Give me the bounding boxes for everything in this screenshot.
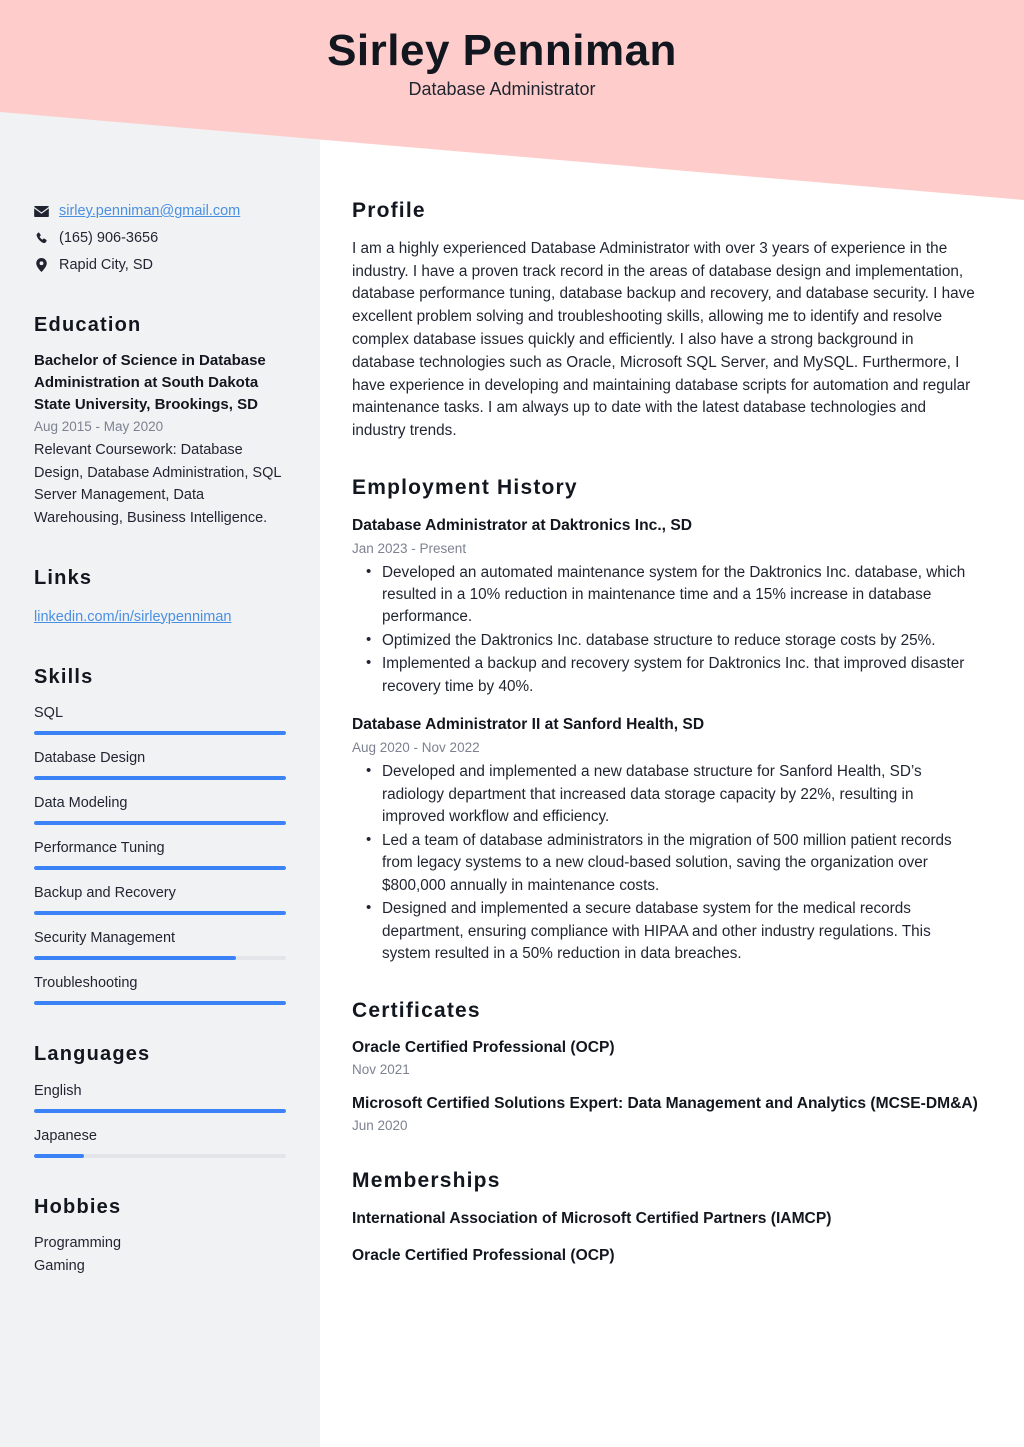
language-label: English: [34, 1082, 82, 1099]
education-date: Aug 2015 - May 2020: [34, 418, 164, 434]
profile-heading: Profile: [352, 199, 426, 222]
section-employment-history: [352, 473, 980, 966]
job-bullet-list: [352, 761, 980, 965]
skill-label: SQL: [34, 704, 64, 721]
location-pin-icon: [34, 258, 49, 272]
employment-heading: Employment History: [352, 475, 578, 499]
job-bullet: • Developed and implemented a new database structure for Sanford Health, SD’s radiology department that increased data storage capacity by 22%, resulting in improved workflow and efficiency.: [352, 761, 980, 828]
education-description: Relevant Coursework: Database Design, Database Administration, SQL Server Management, Data Warehousing, Business Intelligence.: [34, 442, 281, 526]
skill-meter-fill: [34, 776, 286, 780]
sidebar: [0, 0, 320, 1447]
job-bullet: • Led a team of database administrators in the migration of 500 million patient records from legacy systems to a new cloud-based solution, saving the organization over $800,000 annually in maintenance costs.: [352, 830, 980, 897]
contact-list: [34, 200, 286, 276]
skill-label: Performance Tuning: [34, 840, 165, 857]
contact-row-email[interactable]: [34, 200, 286, 222]
job-bullet: • Designed and implemented a secure database system for the medical records department, ensuring compliance with HIPAA and other industry regulations. This system resulted in a 50% reduction in data breaches.: [352, 898, 980, 965]
certificate-title: Oracle Certified Professional (OCP): [352, 1039, 615, 1057]
main-column: [320, 0, 1024, 1447]
section-education: [34, 310, 286, 529]
membership-item: Oracle Certified Professional (OCP): [352, 1246, 615, 1264]
skill-item: [34, 747, 286, 780]
certificate-title: Microsoft Certified Solutions Expert: Data Management and Analytics (MCSE-DM&A): [352, 1095, 978, 1113]
section-profile: [352, 196, 980, 443]
phone-text: (165) 906-3656: [59, 230, 159, 247]
skill-meter-fill: [34, 956, 236, 960]
job-entry: [352, 714, 980, 965]
language-item: [34, 1125, 286, 1158]
education-title: Bachelor of Science in Database Administration at South Dakota State University, Brookings, SD: [34, 352, 266, 413]
skill-item: [34, 927, 286, 960]
section-hobbies: [34, 1192, 286, 1279]
job-date: Jan 2023 - Present: [352, 540, 467, 556]
skill-label: Troubleshooting: [34, 975, 138, 992]
skill-meter-track: [34, 956, 286, 960]
hobbies-heading: Hobbies: [34, 1195, 122, 1218]
skill-meter-fill: [34, 731, 286, 735]
contact-row-location: [34, 254, 286, 276]
skill-item: [34, 702, 286, 735]
skill-meter-fill: [34, 866, 286, 870]
language-item: [34, 1080, 286, 1113]
header-text-block: [0, 26, 1024, 100]
job-bullet: • Optimized the Daktronics Inc. database structure to reduce storage costs by 25%.: [352, 630, 980, 652]
certificate-date: Jun 2020: [352, 1117, 408, 1133]
certificate-entry: [352, 1037, 980, 1080]
skill-label: Backup and Recovery: [34, 885, 176, 902]
links-heading: Links: [34, 567, 93, 590]
membership-item: International Association of Microsoft Certified Partners (IAMCP): [352, 1209, 832, 1227]
location-text: Rapid City, SD: [59, 257, 154, 274]
contact-row-phone: [34, 227, 286, 249]
certificate-date: Nov 2021: [352, 1062, 410, 1078]
skill-label: Security Management: [34, 930, 176, 947]
education-entry: [34, 350, 286, 529]
profile-text: I am a highly experienced Database Administrator with over 3 years of experience in the industry. I have a proven track record in the areas of database design and implementation, database performance tuning, database backup and recovery, and database security. I have excellent problem solving and troubleshooting skills, allowing me to identify and resolve complex database issues quickly and efficiently. I also have a strong background in database technologies such as Oracle, Microsoft SQL Server, and MySQL. Furthermore, I have experience in developing and maintaining database scripts for automation and regular maintenance tasks. I am always up to date with the latest database technologies and industry trends.: [352, 239, 975, 440]
job-entry: [352, 515, 980, 699]
skill-meter-track: [34, 776, 286, 780]
job-bullet: • Developed an automated maintenance system for the Daktronics Inc. database, which resulted in a 10% reduction in maintenance time and a 15% increase in database performance.: [352, 562, 980, 629]
language-meter-fill: [34, 1154, 84, 1158]
skill-item: [34, 882, 286, 915]
job-bullet: • Implemented a backup and recovery system for Daktronics Inc. that improved disaster recovery time by 40%.: [352, 653, 980, 698]
linkedin-link[interactable]: linkedin.com/in/sirleypenniman: [34, 608, 232, 625]
phone-icon: [34, 232, 49, 245]
job-bullet-list: [352, 562, 980, 699]
job-date: Aug 2020 - Nov 2022: [352, 740, 480, 756]
section-certificates: [352, 996, 980, 1136]
skill-item: [34, 837, 286, 870]
job-title: Database Administrator at Daktronics Inc., SD: [352, 516, 692, 534]
email-link[interactable]: sirley.penniman@gmail.com: [59, 203, 241, 219]
education-heading: Education: [34, 314, 142, 337]
skill-meter-track: [34, 731, 286, 735]
language-meter-track: [34, 1154, 286, 1158]
skill-meter-fill: [34, 821, 286, 825]
skill-meter-track: [34, 821, 286, 825]
skills-heading: Skills: [34, 665, 94, 688]
candidate-name: Sirley Penniman: [327, 26, 677, 75]
candidate-role: Database Administrator: [408, 78, 596, 99]
envelope-icon: [34, 206, 49, 217]
memberships-heading: Memberships: [352, 1168, 501, 1192]
skill-meter-track: [34, 1001, 286, 1005]
skill-meter-track: [34, 911, 286, 915]
section-languages: [34, 1039, 286, 1157]
language-meter-fill: [34, 1109, 286, 1113]
certificate-entry: [352, 1093, 980, 1136]
skill-item: [34, 792, 286, 825]
section-links: [34, 563, 286, 627]
section-skills: [34, 662, 286, 1006]
languages-heading: Languages: [34, 1043, 151, 1066]
skill-meter-fill: [34, 1001, 286, 1005]
job-title: Database Administrator II at Sanford Health, SD: [352, 716, 705, 734]
skill-label: Data Modeling: [34, 795, 128, 811]
section-memberships: [352, 1166, 980, 1268]
skill-meter-track: [34, 866, 286, 870]
skill-meter-fill: [34, 911, 286, 915]
hobby-item: Gaming: [34, 1258, 85, 1275]
hobby-item: Programming: [34, 1235, 122, 1251]
skill-label: Database Design: [34, 749, 146, 766]
language-label: Japanese: [34, 1127, 97, 1144]
certificates-heading: Certificates: [352, 998, 481, 1022]
language-meter-track: [34, 1109, 286, 1113]
skill-item: [34, 972, 286, 1005]
